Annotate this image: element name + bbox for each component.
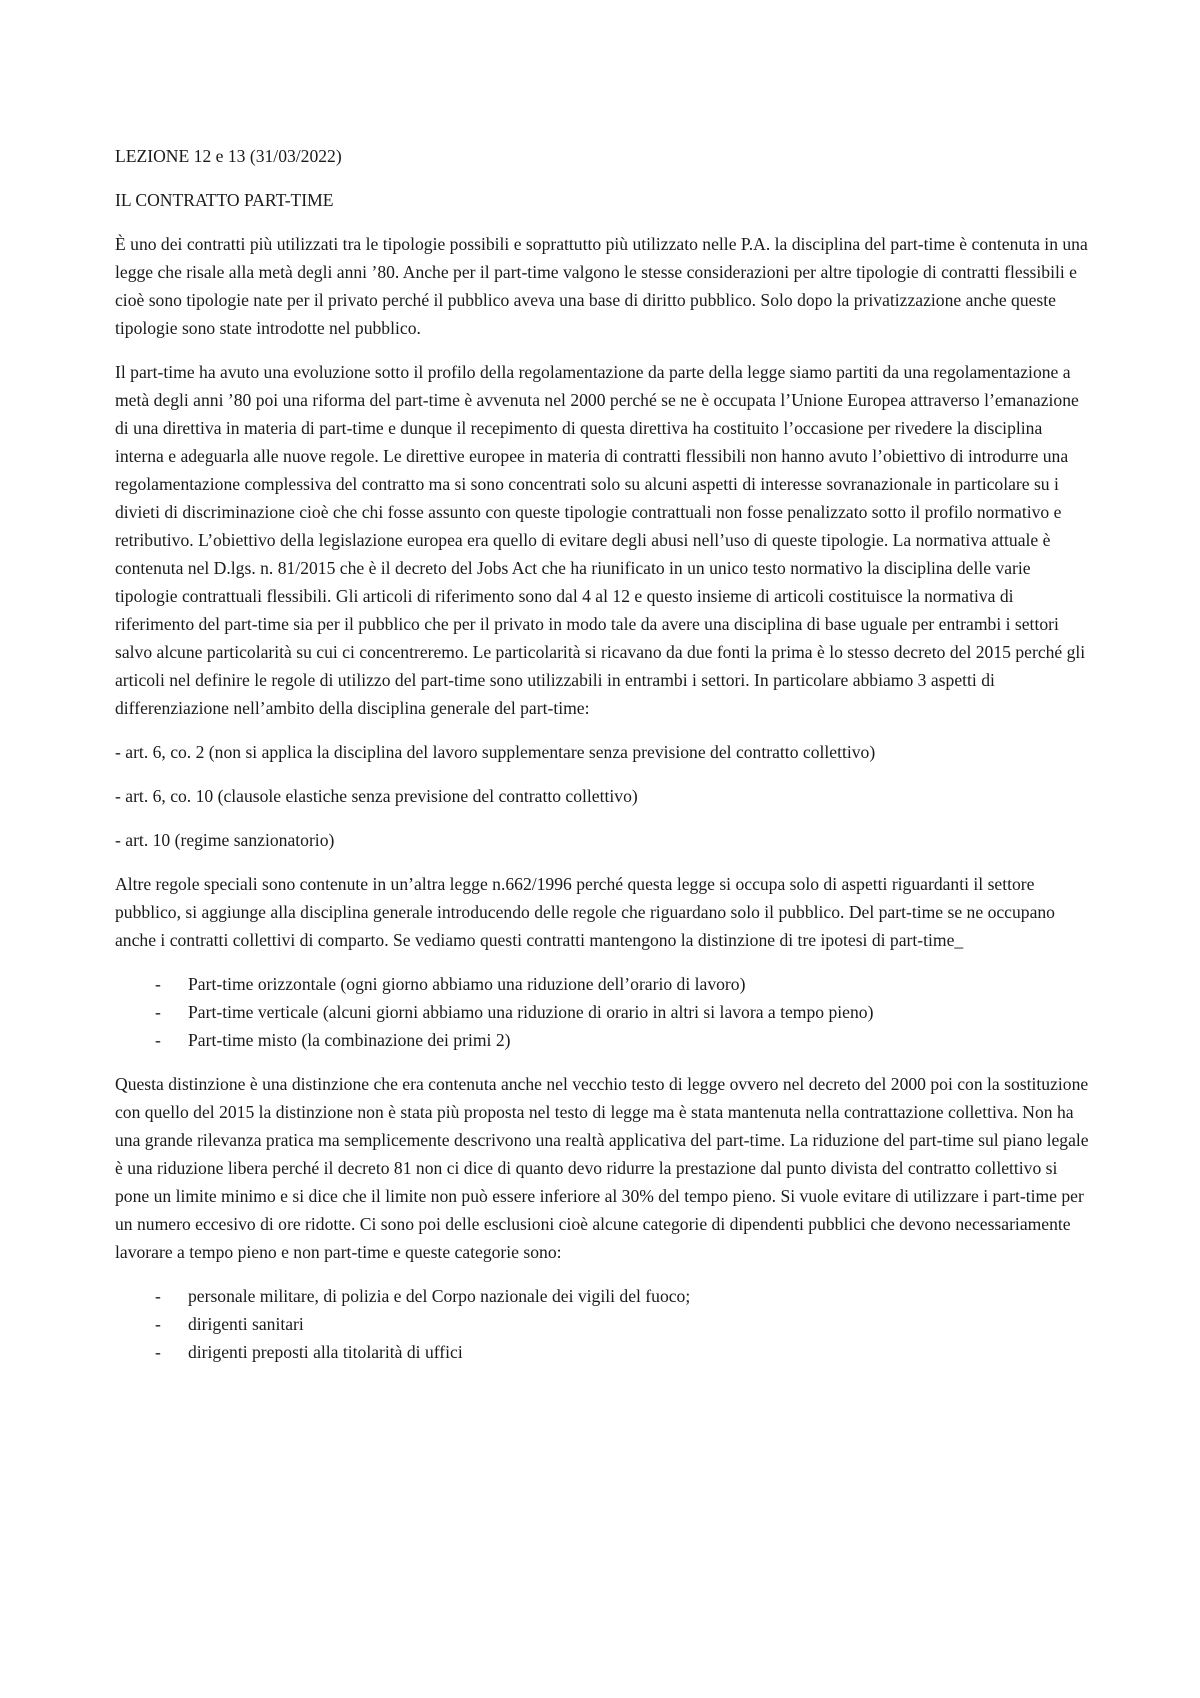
- list-item: [115, 998, 1095, 1026]
- list-item: [115, 1310, 1095, 1338]
- list-item: [115, 1338, 1095, 1366]
- article-item: - art. 6, co. 2 (non si applica la disciplina del lavoro supplementare senza previsione del contratto collettivo): [115, 742, 876, 762]
- list-item-text: Part-time verticale (alcuni giorni abbiamo una riduzione di orario in altri si lavora a tempo pieno): [188, 1002, 874, 1022]
- article-list: [115, 738, 1095, 854]
- lesson-heading: LEZIONE 12 e 13 (31/03/2022): [115, 146, 342, 166]
- list-item-text: dirigenti preposti alla titolarità di uffici: [188, 1342, 463, 1362]
- list-item-text: Part-time misto (la combinazione dei primi 2): [188, 1030, 511, 1050]
- list-item: [115, 1282, 1095, 1310]
- dash-bullet: -: [155, 974, 161, 994]
- article-item: - art. 10 (regime sanzionatorio): [115, 830, 335, 850]
- list-item-text: personale militare, di polizia e del Corpo nazionale dei vigili del fuoco;: [188, 1286, 691, 1306]
- dash-bullet: -: [155, 1002, 161, 1022]
- paragraph-special-rules: Altre regole speciali sono contenute in un’altra legge n.662/1996 perché questa legge si occupa solo di aspetti riguardanti il settore pubblico, si aggiunge alla disciplina generale introducendo delle regole che riguardano solo il pubblico. Del part-time se ne occupano anche i contratti collettivi di comparto. Se vediamo questi contratti mantengono la distinzione di tre ipotesi di part-time_: [115, 874, 1055, 950]
- article-item: - art. 6, co. 10 (clausole elastiche senza previsione del contratto collettivo): [115, 786, 638, 806]
- part-time-types-list: [115, 970, 1095, 1054]
- list-item-text: dirigenti sanitari: [188, 1314, 304, 1334]
- paragraph-distinction: Questa distinzione è una distinzione che era contenuta anche nel vecchio testo di legge ovvero nel decreto del 2000 poi con la sostituzione con quello del 2015 la distinzione non è stata più proposta nel testo di legge ma è stata mantenuta nella contrattazione collettiva. Non ha una grande rilevanza pratica ma semplicemente descrivono una realtà applicativa del part-time. La riduzione del part-time sul piano legale è una riduzione libera perché il decreto 81 non ci dice di quanto devo ridurre la prestazione dal punto divista del contratto collettivo si pone un limite minimo e si dice che il limite non può essere inferiore al 30% del tempo pieno. Si vuole evitare di utilizzare i part-time per un numero eccesivo di ore ridotte. Ci sono poi delle esclusioni cioè alcune categorie di dipendenti pubblici che devono necessariamente lavorare a tempo pieno e non part-time e queste categorie sono:: [115, 1074, 1089, 1262]
- dash-bullet: -: [155, 1286, 161, 1306]
- dash-bullet: -: [155, 1030, 161, 1050]
- exclusions-list: [115, 1282, 1095, 1366]
- paragraph-evolution: Il part-time ha avuto una evoluzione sotto il profilo della regolamentazione da parte della legge siamo partiti da una regolamentazione a metà degli anni ’80 poi una riforma del part-time è avvenuta nel 2000 perché se ne è occupata l’Unione Europea attraverso l’emanazione di una direttiva in materia di part-time e dunque il recepimento di questa direttiva ha costituito l’occasione per rivedere la disciplina interna e adeguarla alle nuove regole. Le direttive europee in materia di contratti flessibili non hanno avuto l’obiettivo di introdurre una regolamentazione complessiva del contratto ma si sono concentrati solo su alcuni aspetti di interesse sovranazionale in particolare su i divieti di discriminazione cioè che chi fosse assunto con queste tipologie contrattuali non fosse penalizzato sotto il profilo normativo e retributivo. L’obiettivo della legislazione europea era quello di evitare degli abusi nell’uso di queste tipologie. La normativa attuale è contenuta nel D.lgs. n. 81/2015 che è il decreto del Jobs Act che ha riunificato in un unico testo normativo la disciplina delle varie tipologie contrattuali flessibili. Gli articoli di riferimento sono dal 4 al 12 e questo insieme di articoli costituisce la normativa di riferimento del part-time sia per il pubblico che per il privato in modo tale da avere una disciplina di base uguale per entrambi i settori salvo alcune particolarità su cui ci concentreremo. Le particolarità si ricavano da due fonti la prima è lo stesso decreto del 2015 perché gli articoli nel definire le regole di utilizzo del part-time sono utilizzabili in entrambi i settori. In particolare abbiamo 3 aspetti di differenziazione nell’ambito della disciplina generale del part-time:: [115, 362, 1086, 718]
- list-item-text: Part-time orizzontale (ogni giorno abbiamo una riduzione dell’orario di lavoro): [188, 974, 746, 994]
- dash-bullet: -: [155, 1314, 161, 1334]
- list-item: [115, 1026, 1095, 1054]
- dash-bullet: -: [155, 1342, 161, 1362]
- paragraph-intro: È uno dei contratti più utilizzati tra le tipologie possibili e soprattutto più utilizzato nelle P.A. la disciplina del part-time è contenuta in una legge che risale alla metà degli anni ’80. Anche per il part-time valgono le stesse considerazioni per altre tipologie di contratti flessibili e cioè sono tipologie nate per il privato perché il pubblico aveva una base di diritto pubblico. Solo dopo la privatizzazione anche queste tipologie sono state introdotte nel pubblico.: [115, 234, 1088, 338]
- section-title: IL CONTRATTO PART-TIME: [115, 190, 334, 210]
- list-item: [115, 970, 1095, 998]
